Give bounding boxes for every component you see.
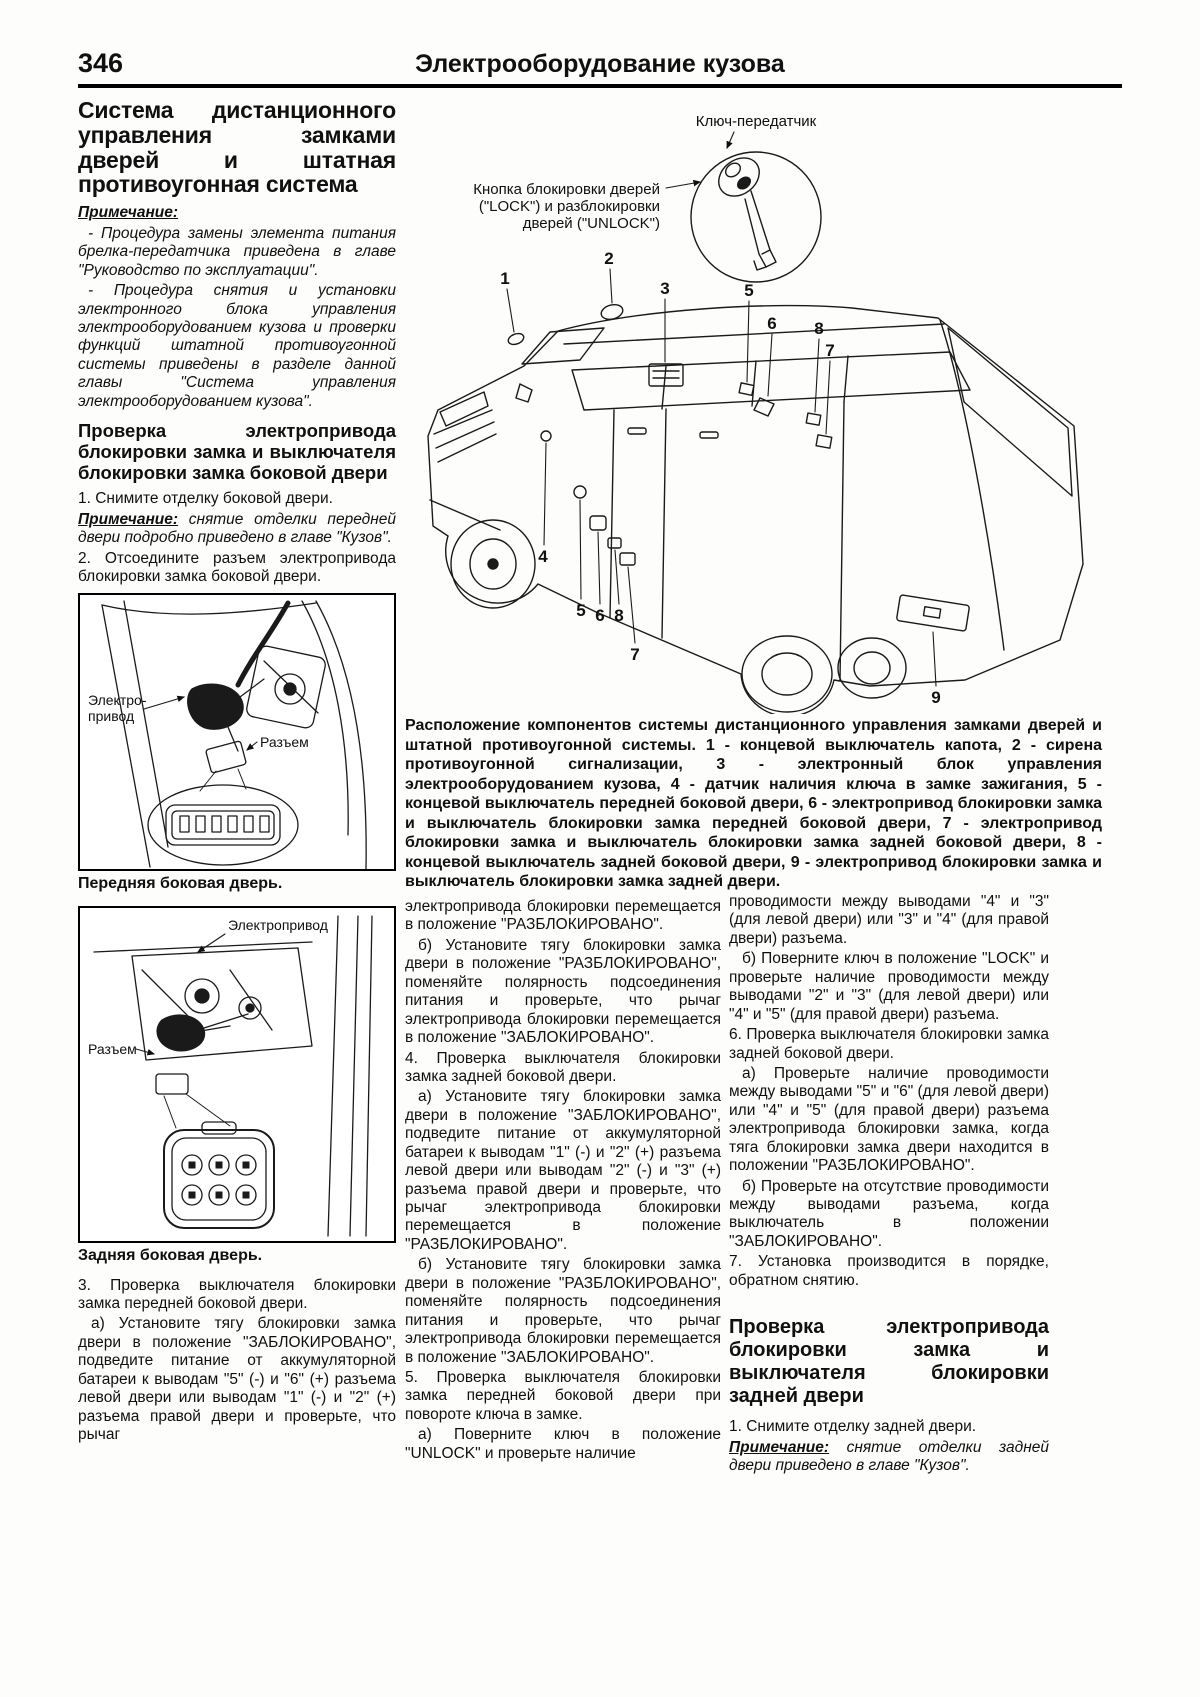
note-label: Примечание: <box>729 1438 830 1456</box>
substep: б) Установите тягу блокировки замка двери в положение "РАЗБЛОКИРОВАНО", поменяйте полярность подсоединения питания и проверьте, что рычаг электропривода блокировки перемещается в положение "ЗАБЛОКИРОВАНО". <box>405 936 721 1047</box>
left-column <box>78 98 396 1446</box>
van-outline <box>428 306 1083 714</box>
step: 4. Проверка выключателя блокировки замка задней боковой двери. <box>405 1049 721 1085</box>
key-transmitter-icon <box>691 150 821 282</box>
step: 2. Отсоедините разъем электропривода блокировки замка боковой двери. <box>78 549 396 586</box>
figure-front-door <box>78 593 396 871</box>
callout-7-top: 7 <box>825 341 835 360</box>
callout-3: 3 <box>660 279 670 298</box>
lock-button-label: ("LOCK") и разблокировки <box>478 198 660 215</box>
substep: а) Поверните ключ в положение "UNLOCK" и проверьте наличие <box>405 1426 721 1462</box>
note-paragraph: - Процедура замены элемента питания брелка-передатчика приведена в главе "Руководство по эксплуатации". <box>78 224 396 279</box>
rear-door-panel <box>94 916 372 1236</box>
actuator-label: Электро- <box>88 692 147 709</box>
figure-caption: Задняя боковая дверь. <box>78 1246 263 1264</box>
step: 6. Проверка выключателя блокировки замка задней боковой двери. <box>729 1026 1049 1062</box>
lock-actuator-icon <box>188 685 243 730</box>
lock-button-label: дверей ("UNLOCK") <box>522 215 660 232</box>
figure-caption: Передняя боковая дверь. <box>78 875 283 893</box>
section-heading-rear-door: Проверка электропривода блокировки замка и выключателя блокировки задней двери <box>729 1316 1049 1408</box>
inline-note <box>78 511 396 548</box>
callout-1: 1 <box>500 269 510 288</box>
front-door-panel <box>102 601 366 869</box>
right-column <box>729 893 1049 1478</box>
callout-leader-lines <box>507 269 936 686</box>
note-text: снятие отделки задней двери приведено в главе "Кузов". <box>729 1438 1049 1475</box>
lock-button-label: Кнопка блокировки дверей <box>473 181 660 198</box>
step: 5. Проверка выключателя блокировки замка передней боковой двери при повороте ключа в замке. <box>405 1368 721 1423</box>
note-label: Примечание: <box>78 510 179 528</box>
step: 7. Установка производится в порядке, обратном снятию. <box>729 1253 1049 1289</box>
substep: а) Установите тягу блокировки замка двери в положение "ЗАБЛОКИРОВАНО", подведите питание от аккумуляторной батареи к выводам "1" (-) и "2" (+) разъема левой двери или выводам "2" (-) и "3" (+) разъема правой двери и проверьте, что рычаг электропривода блокировки перемещается в положение "РАЗБЛОКИРОВАНО". <box>405 1088 721 1253</box>
substep: б) Поверните ключ в положение "LOCK" и проверьте наличие проводимости между выводами "2" и "3" (для левой двери) или "4" и "5" (для правой двери) разъема. <box>729 950 1049 1023</box>
inline-note <box>729 1439 1049 1476</box>
substep: б) Установите тягу блокировки замка двери в положение "РАЗБЛОКИРОВАНО", поменяйте полярность подсоединения питания и проверьте, что рычаг электропривода блокировки перемещается в положение "ЗАБЛОКИРОВАНО". <box>405 1256 721 1366</box>
page-number: 346 <box>78 48 124 78</box>
section-heading-side-door: Проверка электропривода блокировки замка и выключателя блокировки замка боковой двери <box>78 420 396 483</box>
lock-actuator-icon <box>157 1015 204 1051</box>
page-header <box>78 50 1122 88</box>
middle-column <box>405 898 721 1465</box>
step: 3. Проверка выключателя блокировки замка передней боковой двери. <box>78 1276 396 1312</box>
component-markers <box>507 302 835 565</box>
note-text: снятие отделки передней двери подробно приведено в главе "Кузов". <box>78 510 396 547</box>
connector-label: Разъем <box>260 734 309 751</box>
substep: а) Установите тягу блокировки замка двери в положение "ЗАБЛОКИРОВАНО", подведите питание от аккумуляторной батареи к выводам "5" (-) и "6" (+) разъема левой двери или выводам "1" (-) и "2" (+) разъема правой двери и проверьте, что рычаг <box>78 1315 396 1444</box>
note-paragraph: - Процедура снятия и установки электронного блока управления электрооборудованием кузова и проверки функций штатной противоугонной системы приведены в разделе данной главы "Система управления электрооборудованием кузова". <box>78 282 396 410</box>
actuator-label: Электропривод <box>228 916 328 933</box>
figure-rear-door <box>78 906 396 1243</box>
key-transmitter-label: Ключ-передатчик <box>695 113 817 130</box>
substep: а) Проверьте наличие проводимости между выводами "5" и "6" (для левой двери) или "4" и "5" (для правой двери) разъема электропривода блокировки замка, когда тяга блокировки замка двери находится в положении "РАЗБЛОКИРОВАНО". <box>729 1064 1049 1175</box>
front-door-illustration <box>80 595 394 869</box>
van-caption: Расположение компонентов системы дистанционного управления замками дверей и штатной противоугонной системы. 1 - концевой выключатель капота, 2 - сирена противоугонной сигнализации, 3 - электронный блок управления электрооборудованием кузова, 4 - датчик наличия ключа в замке зажигания, 5 - концевой выключатель передней боковой двери, 6 - электропривод блокировки замка и выключатель блокировки замка передней боковой двери, 7 - электропривод блокировки замка и выключатель блокировки замка задней боковой двери, 8 - концевой выключатель задней боковой двери, 9 - электропривод блокировки замка и выключатель блокировки замка задней двери. <box>405 717 1102 891</box>
step: 1. Снимите отделку задней двери. <box>729 1418 977 1436</box>
connector-magnifier <box>164 1122 274 1228</box>
continued-text: электропривода блокировки перемещается в положение "РАЗБЛОКИРОВАНО". <box>405 898 721 934</box>
chapter-title: Электрооборудование кузова <box>415 50 785 78</box>
figure-van <box>404 92 1102 714</box>
callout-6-bottom: 6 <box>595 606 605 625</box>
callout-9: 9 <box>931 688 941 707</box>
rear-door-illustration <box>80 908 394 1241</box>
article-title: Система дистанционного управления замками дверей и штатная противоугонная система <box>78 97 396 198</box>
connector-label: Разъем <box>88 1040 137 1057</box>
callout-5-bottom: 5 <box>576 601 586 620</box>
continued-text: проводимости между выводами "4" и "3" (для левой двери) или "3" и "4" (для правой двери) разъема. <box>729 893 1049 947</box>
callout-7-bottom: 7 <box>630 645 640 664</box>
connector-magnifier <box>148 785 298 865</box>
callout-6-top: 6 <box>767 314 777 333</box>
note-label: Примечание: <box>78 204 179 222</box>
callout-4: 4 <box>538 547 548 566</box>
note-heading <box>78 204 396 222</box>
van-illustration <box>404 92 1102 714</box>
callout-8-top: 8 <box>814 319 824 338</box>
substep: б) Проверьте на отсутствие проводимости между выводами разъема, когда выключатель в положении "ЗАБЛОКИРОВАНО". <box>729 1177 1049 1250</box>
actuator-label: привод <box>88 708 135 725</box>
step: 1. Снимите отделку боковой двери. <box>78 490 333 508</box>
callout-5-top: 5 <box>744 281 754 300</box>
callout-8-bottom: 8 <box>614 606 624 625</box>
callout-2: 2 <box>604 249 614 268</box>
license-plate-icon <box>896 595 969 632</box>
